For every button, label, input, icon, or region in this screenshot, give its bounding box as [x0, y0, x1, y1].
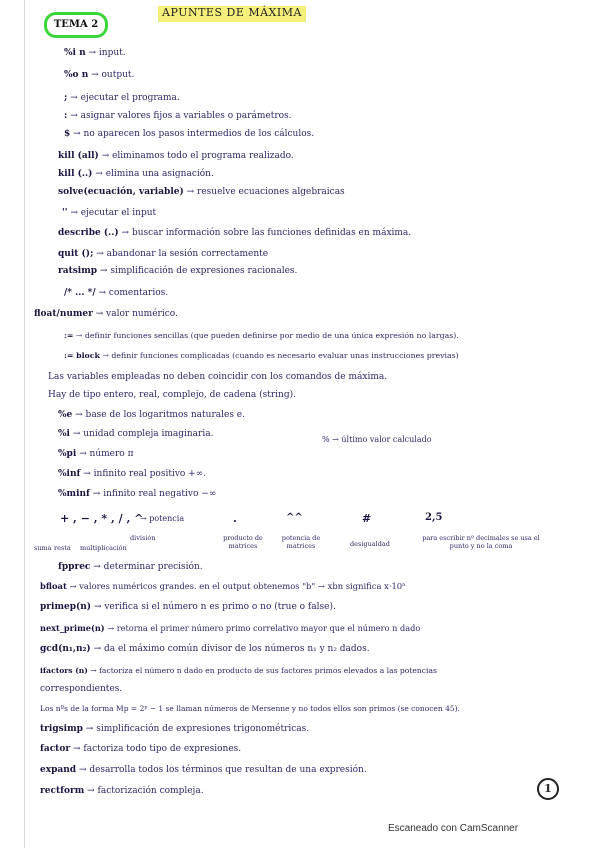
- note-text: → desarrolla todos los términos que resultan de una expresión.: [78, 765, 367, 775]
- note-text: → valor numérico.: [95, 309, 178, 319]
- note-line: [40, 623, 420, 633]
- note-text: → ejecutar el input: [70, 208, 157, 218]
- note-command: %i n: [64, 48, 86, 58]
- note-command: primep(n): [40, 602, 92, 612]
- note-text: → asignar valores fijos a variables o parámetros.: [70, 111, 292, 121]
- note-line: [58, 266, 297, 276]
- note-command: factor: [40, 744, 71, 754]
- note-text: → verifica si el número n es primo o no (true o false).: [93, 602, 336, 612]
- note-line: [58, 489, 216, 499]
- note-line: [40, 765, 367, 775]
- note-text: → valores numéricos grandes. en el output obtenemos "b" → xbn significa x·10ⁿ: [69, 581, 406, 591]
- note-line: [40, 666, 437, 675]
- note-command: %e: [58, 410, 73, 420]
- note-line: [58, 429, 213, 439]
- note-command: ;: [64, 93, 68, 103]
- note-line: [48, 390, 296, 400]
- note-line: [64, 70, 134, 80]
- note-command: bfloat: [40, 581, 67, 591]
- note-command: expand: [40, 765, 77, 775]
- note-text: → output.: [91, 70, 135, 80]
- note-command: describe (..): [58, 228, 119, 238]
- note-text: Las variables empleadas no deben coincidir con los comandos de máxima.: [48, 372, 388, 382]
- division-label: división: [130, 534, 156, 542]
- note-command: '': [62, 208, 68, 218]
- note-command: ratsimp: [58, 266, 98, 276]
- note-text: Hay de tipo entero, real, complejo, de cadena (string).: [48, 390, 296, 400]
- note-text: → definir funciones complicadas (cuando es necesario evaluar unas instrucciones previas): [102, 351, 459, 360]
- note-text: → simplificación de expresiones trigonométricas.: [85, 724, 310, 734]
- note-line: [40, 581, 406, 591]
- note-command: %o n: [64, 70, 89, 80]
- note-command: solve(ecuación, variable): [58, 187, 184, 197]
- note-text: → base de los logaritmos naturales e.: [75, 410, 245, 420]
- note-command: float/numer: [34, 309, 93, 319]
- note-command: %minf: [58, 489, 90, 499]
- note-line: [58, 249, 268, 259]
- note-text: → abandonar la sesión correctamente: [96, 249, 269, 259]
- note-text: → input.: [88, 48, 126, 58]
- note-line: [58, 151, 294, 161]
- page-edge: [24, 0, 25, 848]
- note-text: → factoriza todo tipo de expresiones.: [72, 744, 242, 754]
- note-command: kill (all): [58, 151, 99, 161]
- note-command: rectform: [40, 786, 85, 796]
- note-text: → factoriza el número n dado en producto de sus factores primos elevados a las potencias: [90, 666, 437, 675]
- note-text: → ejecutar el programa.: [70, 93, 180, 103]
- operator-symbols: + , − , * , / , ^: [60, 512, 144, 525]
- suma-label: suma: [34, 544, 52, 552]
- note-command: %pi: [58, 449, 77, 459]
- note-text: → resuelve ecuaciones algebraicas: [186, 187, 345, 197]
- note-text: correspondientes.: [40, 684, 123, 694]
- note-text: → buscar información sobre las funciones definidas en máxima.: [121, 228, 412, 238]
- note-line: [62, 208, 156, 218]
- note-text: → no aparecen los pasos intermedios de los cálculos.: [73, 129, 315, 139]
- note-command: $: [64, 129, 71, 139]
- note-line: [64, 48, 126, 58]
- note-command: trigsimp: [40, 724, 83, 734]
- note-command: :: [64, 111, 68, 121]
- note-text: → comentarios.: [98, 288, 169, 298]
- note-line: [48, 372, 387, 382]
- note-text: → unidad compleja imaginaria.: [72, 429, 214, 439]
- note-line: [40, 602, 336, 612]
- note-command: /* ... */: [64, 288, 96, 298]
- note-text: → infinito real positivo +∞.: [83, 469, 207, 479]
- note-line: [58, 469, 206, 479]
- note-text: → número π: [79, 449, 134, 459]
- note-line: [64, 129, 314, 139]
- note-line: [64, 331, 459, 340]
- note-line: [58, 449, 134, 459]
- note-text: → determinar precisión.: [93, 562, 203, 572]
- note-text: → factorización compleja.: [87, 786, 204, 796]
- note-line: [58, 169, 214, 179]
- note-text: → eliminamos todo el programa realizado.: [101, 151, 294, 161]
- note-command: next_prime(n): [40, 623, 105, 633]
- note-command: %i: [58, 429, 70, 439]
- note-text: → definir funciones sencillas (que pueden definirse por medio de una única expresión no largas).: [75, 331, 459, 340]
- note-text: → simplificación de expresiones racionales.: [99, 266, 298, 276]
- note-line: [64, 288, 168, 298]
- note-command: :=: [64, 331, 74, 340]
- note-line: [58, 187, 345, 197]
- scanner-footer: Escaneado con CamScanner: [388, 823, 519, 834]
- note-line: [40, 724, 309, 734]
- note-line: [64, 351, 459, 360]
- note-command: quit ();: [58, 249, 94, 259]
- tema-badge: TEMA 2: [44, 12, 108, 38]
- note-text: → infinito real negativo −∞: [92, 489, 217, 499]
- hash-operator: #: [362, 512, 372, 525]
- page-title: APUNTES DE MÁXIMA: [158, 6, 306, 22]
- note-command: %inf: [58, 469, 81, 479]
- note-line: [58, 228, 411, 238]
- note-line: [58, 410, 245, 420]
- note-text: → retorna el primer número primo correlativo mayor que el número n dado: [107, 623, 421, 633]
- note-text: Los nºs de la forma Mp = 2ᵖ − 1 se llaman números de Mersenne y no todos ellos son primos (se conocen 45).: [40, 704, 460, 713]
- note-line: [40, 644, 370, 654]
- resta-label: resta: [54, 544, 71, 552]
- note-line: [64, 111, 292, 121]
- pow-matrix-label: potencia de matrices: [281, 534, 321, 550]
- page-number: 1: [537, 778, 559, 800]
- note-line: [40, 744, 241, 754]
- pow-matrix-operator: ^^: [286, 512, 303, 523]
- note-command: fpprec: [58, 562, 91, 572]
- note-line: [40, 704, 460, 713]
- potencia-label: → potencia: [140, 514, 185, 523]
- note-line: [58, 562, 203, 572]
- note-line: [64, 93, 180, 103]
- note-text: → da el máximo común divisor de los números n₁ y n₂ dados.: [93, 644, 370, 654]
- decimal-label: para escribir nº decimales se usa el punto y no la coma: [422, 534, 540, 550]
- multiplicacion-label: multiplicación: [80, 544, 127, 552]
- note-command: kill (..): [58, 169, 93, 179]
- note-command: ifactors (n): [40, 666, 88, 675]
- note-text: → elimina una asignación.: [95, 169, 214, 179]
- note-line: [40, 684, 122, 694]
- decimal-example: 2,5: [425, 512, 443, 523]
- hash-label: desigualdad: [350, 540, 390, 548]
- side-note: % → último valor calculado: [322, 435, 432, 444]
- note-line: [34, 309, 178, 319]
- note-command: := block: [64, 351, 100, 360]
- dot-operator: .: [233, 512, 237, 525]
- note-line: [40, 786, 204, 796]
- dot-label: producto de matrices: [223, 534, 263, 550]
- note-command: gcd(n₁,n₂): [40, 644, 91, 654]
